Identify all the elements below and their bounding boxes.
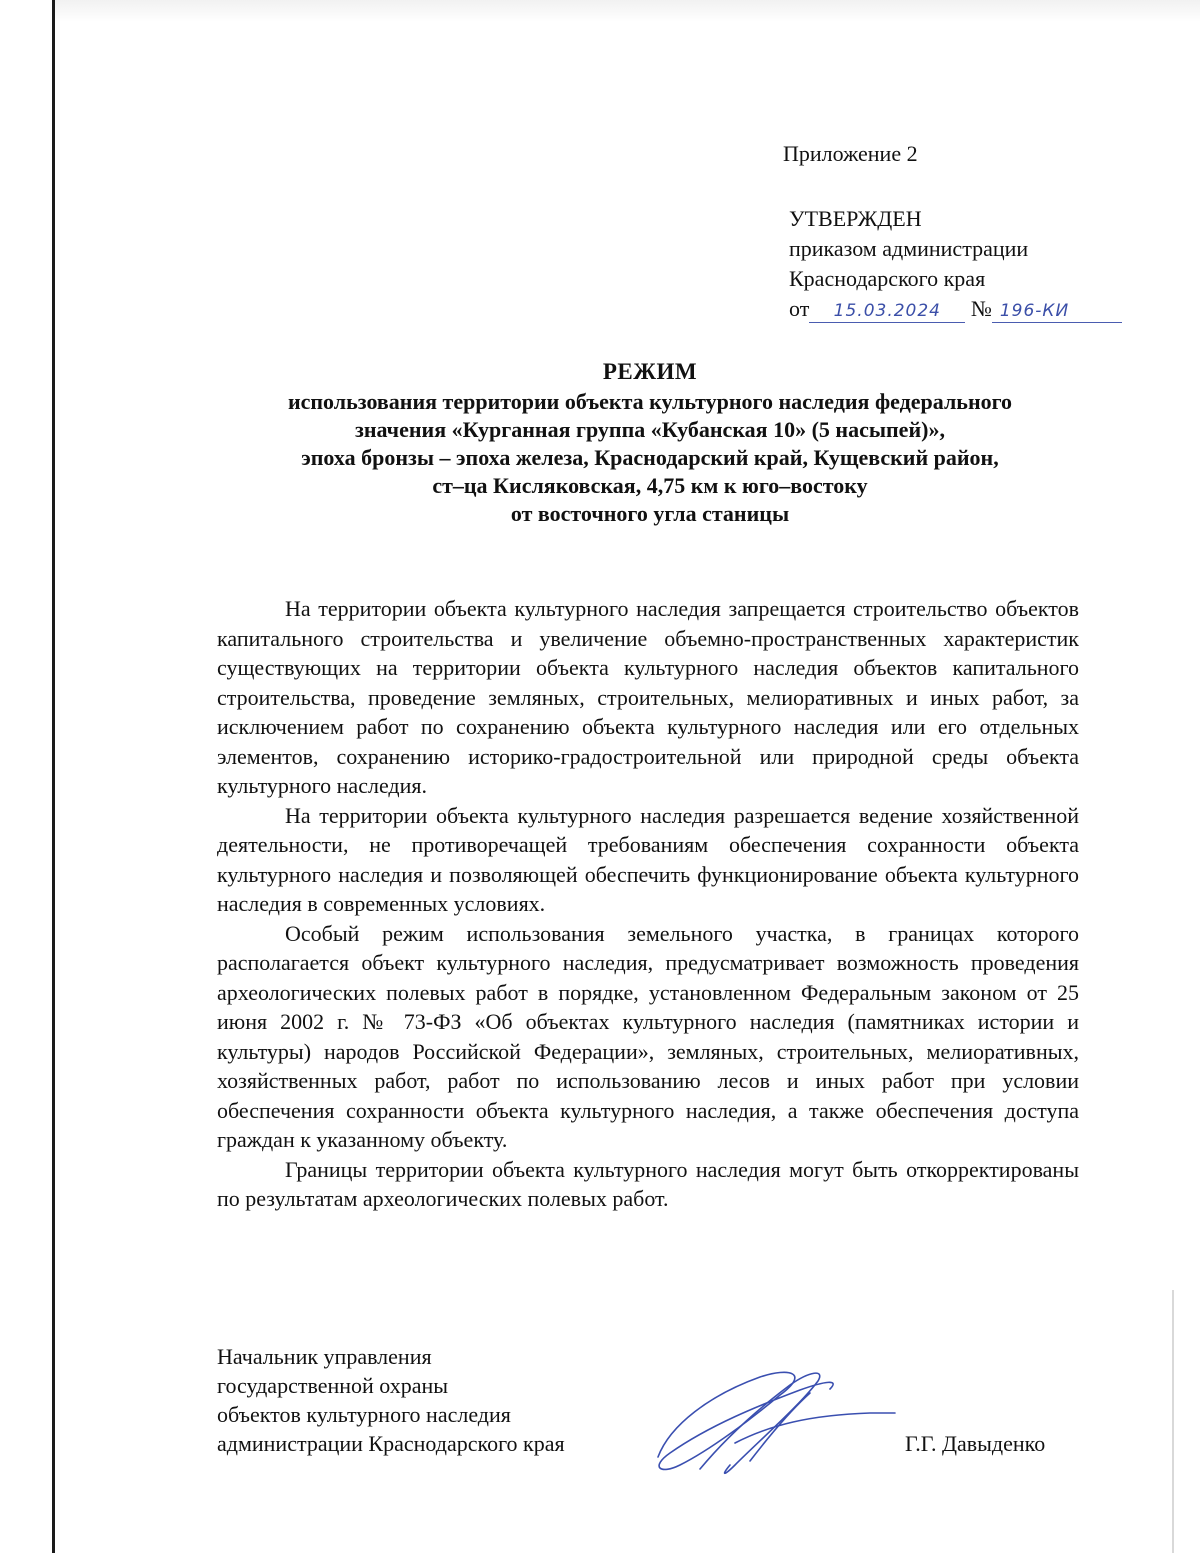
position-line-2: государственной охраны bbox=[217, 1373, 449, 1398]
order-line bbox=[789, 294, 1122, 324]
handwritten-signature bbox=[640, 1365, 900, 1485]
title-line: от восточного угла станицы bbox=[510, 501, 790, 526]
paragraph-boundaries: Границы территории объекта культурного наследия могут быть откорректированы по результатам археологических полевых работ. bbox=[217, 1156, 1079, 1211]
signatory-position bbox=[217, 1342, 565, 1458]
paragraph-permitted-activity: На территории объекта культурного наследия разрешается ведение хозяйственной деятельности, не противоречащей требованиям обеспечения сохранности объекта культурного наследия и позволяющей обеспечить функционирование объекта культурного наследия в современных условиях. bbox=[217, 802, 1079, 916]
title-line: использования территории объекта культурного наследия федерального bbox=[287, 389, 1013, 414]
position-line-3: объектов культурного наследия bbox=[217, 1402, 511, 1427]
document-body bbox=[217, 594, 1079, 1214]
approved-title: УТВЕРЖДЕН bbox=[789, 206, 922, 231]
approved-line-2: Краснодарского края bbox=[789, 266, 986, 291]
title-line: эпоха бронзы – эпоха железа, Краснодарский край, Кущевский район, bbox=[301, 445, 999, 470]
paragraph-prohibition: На территории объекта культурного наследия запрещается строительство объектов капитального строительства и увеличение объемно-пространственных характеристик существующих на территории объекта культурного наследия объектов капитального строительства, проведение земляных, строительных, мелиоративных и иных работ, за исключением работ по сохранению объекта культурного наследия или его отдельных элементов, сохранению историко-градостроительной или природной среды объекта культурного наследия. bbox=[217, 596, 1079, 798]
order-number-handwritten: 196-КИ bbox=[992, 300, 1122, 323]
scan-shadow-top bbox=[55, 0, 1200, 22]
order-date-handwritten: 15.03.2024 bbox=[809, 300, 965, 323]
position-line-1: Начальник управления bbox=[217, 1344, 432, 1369]
title-line: значения «Курганная группа «Кубанская 10» (5 насыпей)», bbox=[355, 417, 945, 442]
scan-edge-right bbox=[1172, 1290, 1174, 1553]
paragraph-special-regime: Особый режим использования земельного участка, в границах которого располагается объект культурного наследия, предусматривает возможность проведения археологических полевых работ в порядке, установленном Федеральным законом от 25 июня 2002 г. № 73-ФЗ «Об объектах культурного наследия (памятниках истории и культуры) народов Российской Федерации», земляных, строительных, мелиоративных, хозяйственных работ, работ по использованию лесов и иных работ при условии обеспечения сохранности объекта культурного наследия, а также обеспечения доступа граждан к указанному объекту. bbox=[217, 920, 1079, 1152]
document-title-block bbox=[180, 358, 1120, 528]
title-line: ст–ца Кисляковская, 4,75 км к юго–востоку bbox=[432, 473, 868, 498]
position-line-4: администрации Краснодарского края bbox=[217, 1431, 565, 1456]
approval-stamp-block bbox=[789, 204, 1122, 324]
appendix-label: Приложение 2 bbox=[783, 141, 918, 166]
signer-name: Г.Г. Давыденко bbox=[905, 1431, 1046, 1456]
order-prefix: от bbox=[789, 296, 810, 321]
approved-line-1: приказом администрации bbox=[789, 236, 1029, 261]
scan-edge-left bbox=[52, 0, 55, 1553]
order-number-sign: № bbox=[970, 296, 992, 321]
document-title: РЕЖИМ bbox=[602, 359, 698, 384]
